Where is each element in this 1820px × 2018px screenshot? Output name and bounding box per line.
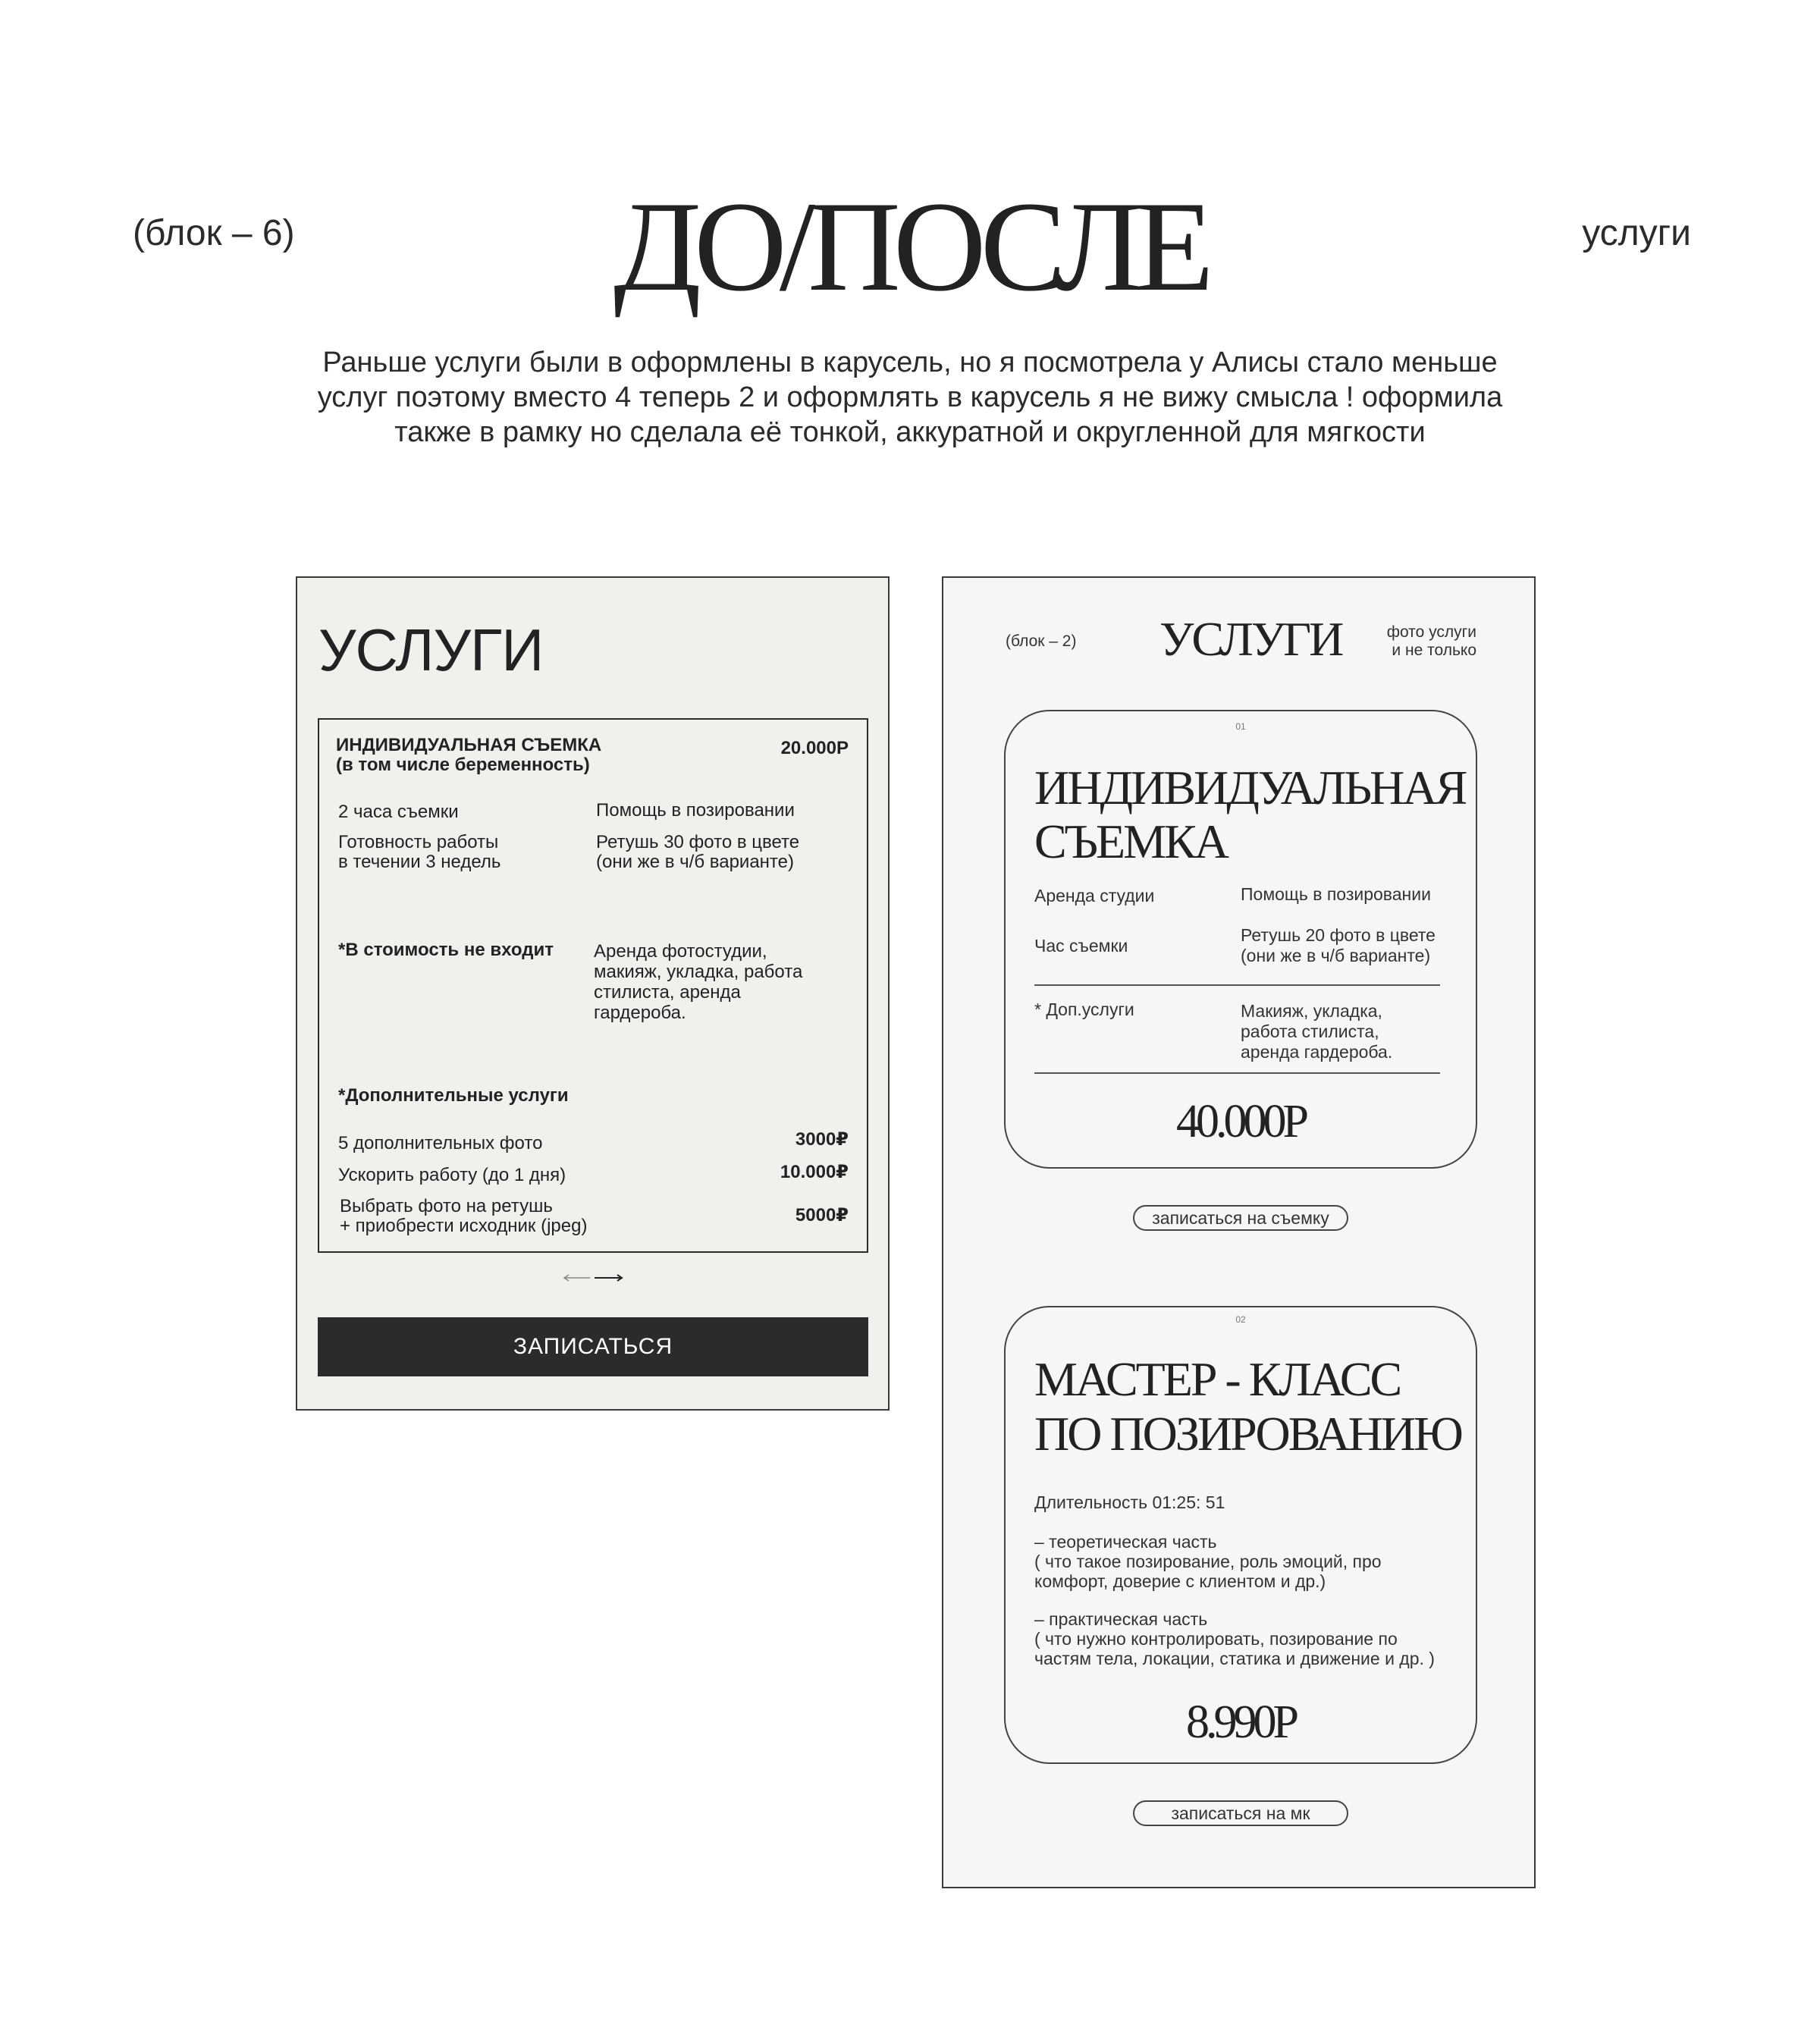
section-category: услуги bbox=[1582, 213, 1691, 253]
program-text: – практическая часть bbox=[1034, 1609, 1208, 1629]
extras-label: * Доп.услуги bbox=[1034, 1000, 1134, 1019]
card-heading: ИНДИВИДУАЛЬНАЯ bbox=[1034, 761, 1466, 814]
card-feature: (они же в ч/б варианте) bbox=[1241, 946, 1431, 965]
service-subtitle: (в том числе беременность) bbox=[336, 755, 590, 775]
service-card bbox=[1004, 1306, 1477, 1764]
card-price: 40.000Р bbox=[1176, 1096, 1305, 1147]
program-text: частям тела, локации, статика и движение и др. ) bbox=[1034, 1649, 1435, 1668]
section-label: (блок – 6) bbox=[133, 213, 295, 253]
carousel-arrows-icon[interactable] bbox=[563, 1274, 623, 1282]
excluded-text: стилиста, аренда bbox=[594, 982, 741, 1003]
card-heading: МАСТЕР - КЛАСС bbox=[1034, 1352, 1401, 1406]
excluded-text: гардероба. bbox=[594, 1003, 686, 1023]
book-shoot-button[interactable]: записаться на съемку bbox=[1133, 1205, 1348, 1231]
card-feature: Помощь в позировании bbox=[1241, 884, 1431, 904]
service-price: 20.000Р bbox=[780, 738, 849, 758]
card-number: 01 bbox=[1235, 721, 1246, 732]
page-title: ДО/ПОСЛЕ bbox=[613, 175, 1207, 318]
service-card bbox=[1004, 710, 1477, 1169]
feature-item: (они же в ч/б варианте) bbox=[596, 852, 794, 872]
excluded-text: макияж, укладка, работа bbox=[594, 962, 803, 982]
program-text: – теоретическая часть bbox=[1034, 1532, 1217, 1552]
card-feature: Час съемки bbox=[1034, 936, 1128, 956]
divider bbox=[1034, 1072, 1440, 1074]
after-screen bbox=[942, 576, 1536, 1888]
feature-item: в течении 3 недель bbox=[338, 852, 501, 872]
new-title: УСЛУГИ bbox=[1159, 612, 1342, 666]
excluded-label: *В стоимость не входит bbox=[338, 940, 554, 960]
extras-text: работа стилиста, bbox=[1241, 1022, 1379, 1041]
tagline: фото услуги и не только bbox=[1386, 623, 1476, 659]
feature-item: Помощь в позировании bbox=[596, 800, 795, 821]
card-price: 8.990Р bbox=[1186, 1696, 1295, 1748]
old-title: УСЛУГИ bbox=[318, 617, 544, 683]
extras-label: *Дополнительные услуги bbox=[338, 1085, 569, 1106]
feature-item: Ретушь 30 фото в цвете bbox=[596, 832, 800, 852]
extra-item: Ускорить работу (до 1 дня) bbox=[338, 1165, 566, 1185]
card-heading: СЪЕМКА bbox=[1034, 814, 1227, 868]
extra-item: + приобрести исходник (jpeg) bbox=[340, 1216, 588, 1236]
block-label: (блок – 2) bbox=[1006, 632, 1077, 650]
extra-price: 5000₽ bbox=[795, 1205, 849, 1226]
card-feature: Ретушь 20 фото в цвете bbox=[1241, 925, 1436, 945]
extras-text: Макияж, укладка, bbox=[1241, 1001, 1382, 1021]
program-text: ( что такое позирование, роль эмоций, про bbox=[1034, 1552, 1382, 1571]
feature-item: Готовность работы bbox=[338, 832, 499, 852]
excluded-text: Аренда фотостудии, bbox=[594, 941, 767, 962]
extra-price: 3000₽ bbox=[795, 1129, 849, 1150]
divider bbox=[1034, 984, 1440, 986]
signup-button[interactable]: ЗАПИСАТЬСЯ bbox=[318, 1317, 868, 1376]
old-service-card bbox=[318, 718, 868, 1253]
card-number: 02 bbox=[1235, 1314, 1246, 1325]
extra-item: Выбрать фото на ретушь bbox=[340, 1196, 553, 1216]
card-heading: ПО ПОЗИРОВАНИЮ bbox=[1034, 1407, 1461, 1461]
extras-text: аренда гардероба. bbox=[1241, 1042, 1393, 1062]
before-screen bbox=[296, 576, 890, 1411]
extra-item: 5 дополнительных фото bbox=[338, 1133, 543, 1153]
extra-price: 10.000₽ bbox=[780, 1162, 849, 1182]
feature-item: 2 часа съемки bbox=[338, 802, 459, 822]
program-text: комфорт, доверие с клиентом и др.) bbox=[1034, 1571, 1326, 1591]
program-text: ( что нужно контролировать, позирование по bbox=[1034, 1629, 1398, 1649]
book-masterclass-button[interactable]: записаться на мк bbox=[1133, 1800, 1348, 1826]
intro-text: Раньше услуги были в оформлены в карусель, но я посмотрела у Алисы стало меньше услуг поэтому вместо 4 теперь 2 и оформлять в карусель я не вижу смысла ! оформила также в рамку но сделала её тонкой, аккуратной и округленной для мягкости bbox=[317, 347, 1503, 448]
service-name: ИНДИВИДУАЛЬНАЯ СЪЕМКА bbox=[336, 735, 602, 755]
card-feature: Аренда студии bbox=[1034, 886, 1155, 905]
duration: Длительность 01:25: 51 bbox=[1034, 1492, 1225, 1512]
